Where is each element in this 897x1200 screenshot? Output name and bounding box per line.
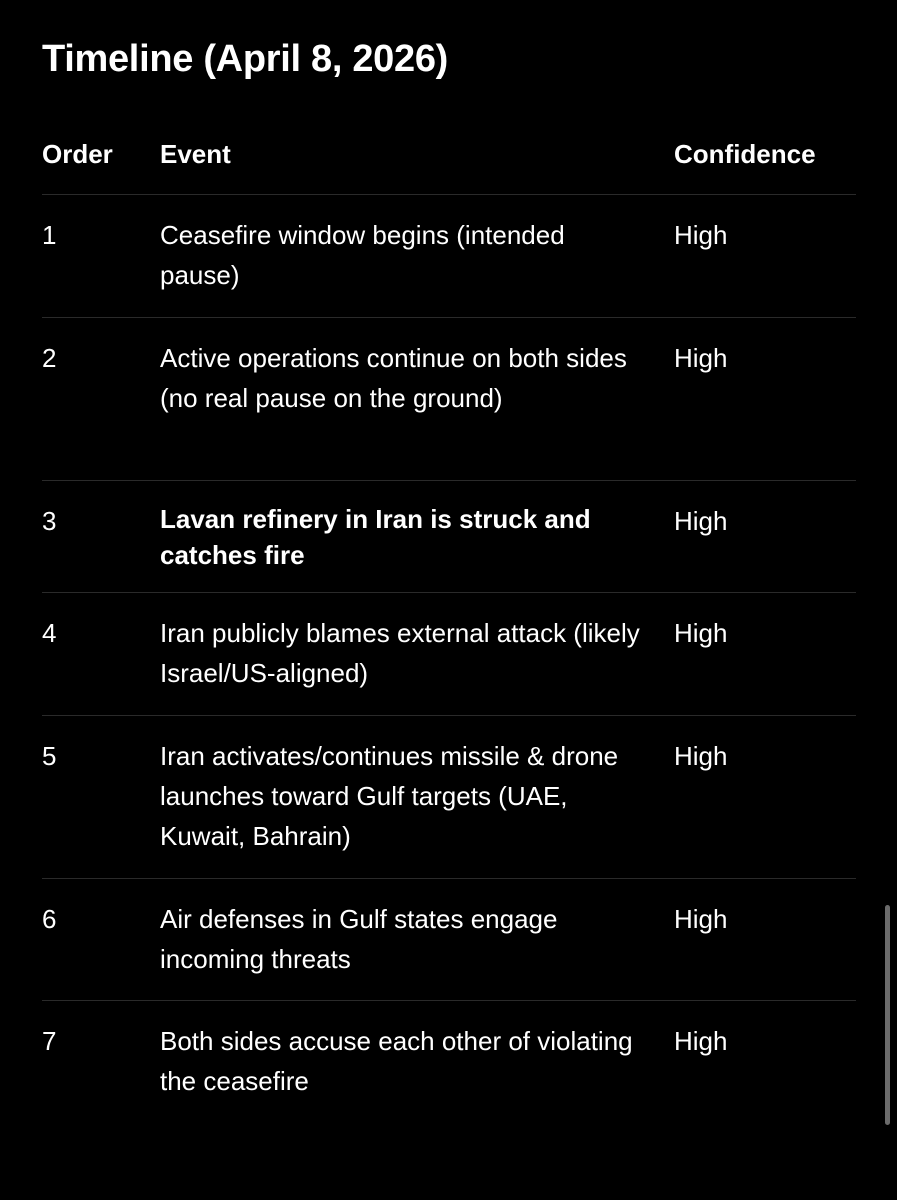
table-row [42, 481, 856, 593]
row-confidence: High [674, 220, 728, 250]
row-event: Both sides accuse each other of violating the ceasefire [160, 1026, 633, 1096]
table-row [42, 716, 856, 879]
row-event: Active operations continue on both sides (no real pause on the ground) [160, 343, 627, 413]
row-event: Iran activates/continues missile & drone launches toward Gulf targets (UAE, Kuwait, Bahrain) [160, 741, 619, 851]
header-confidence: Confidence [674, 139, 816, 169]
row-order: 2 [42, 343, 57, 373]
row-event: Air defenses in Gulf states engage incoming threats [160, 904, 558, 974]
row-confidence: High [674, 741, 728, 771]
row-event: Lavan refinery in Iran is struck and catches fire [160, 504, 591, 570]
row-order: 7 [42, 1026, 57, 1056]
table-row [42, 1001, 856, 1121]
table-row [42, 318, 856, 481]
row-confidence: High [674, 904, 728, 934]
row-order: 3 [42, 506, 57, 536]
table-header-row [42, 130, 856, 195]
row-order: 6 [42, 904, 57, 934]
row-confidence: High [674, 506, 728, 536]
row-confidence: High [674, 1026, 728, 1056]
row-event: Ceasefire window begins (intended pause) [160, 220, 565, 290]
timeline-table [42, 130, 856, 1121]
row-confidence: High [674, 343, 728, 373]
table-row [42, 195, 856, 318]
vertical-scrollbar[interactable] [885, 905, 890, 1125]
row-confidence: High [674, 618, 728, 648]
row-event: Iran publicly blames external attack (likely Israel/US-aligned) [160, 618, 640, 688]
table-row [42, 879, 856, 1001]
page-title: Timeline (April 8, 2026) [42, 38, 449, 80]
row-order: 5 [42, 741, 57, 771]
header-event: Event [160, 139, 231, 169]
table-row [42, 593, 856, 716]
row-order: 4 [42, 618, 57, 648]
row-order: 1 [42, 220, 57, 250]
header-order: Order [42, 139, 113, 169]
